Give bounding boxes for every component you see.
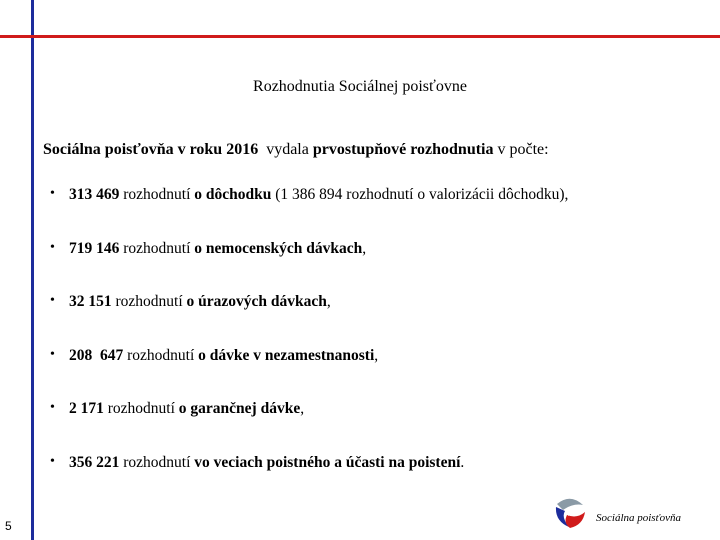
slide-title-text: Rozhodnutia Sociálnej poisťovne xyxy=(253,78,467,95)
bullet-icon: • xyxy=(50,239,55,255)
bullet-icon: • xyxy=(50,400,55,415)
list-item-text xyxy=(69,240,366,258)
item-category: o dávke v nezamestnanosti xyxy=(198,346,375,364)
intro-verb: vydala xyxy=(258,141,313,158)
item-category: o dôchodku xyxy=(194,186,272,203)
brand-name: Sociálna poisťovňa xyxy=(596,512,681,524)
item-category: vo veciach poistného a účasti na poistení xyxy=(194,453,461,471)
item-count: 313 469 xyxy=(69,186,120,203)
intro-tail: v počte: xyxy=(493,141,549,158)
bullet-icon: • xyxy=(50,186,55,201)
intro-bold-subject: Sociálna poisťovňa v roku 2016 xyxy=(43,141,259,158)
item-count: 208 647 xyxy=(69,346,124,364)
item-category: o nemocenských dávkach xyxy=(194,239,363,257)
list-item-text xyxy=(69,400,304,418)
item-mid: rozhodnutí xyxy=(111,293,187,310)
list-item-text xyxy=(69,186,568,204)
item-tail: . xyxy=(460,453,465,471)
item-count: 32 151 xyxy=(69,293,112,310)
bullet-icon: • xyxy=(50,453,55,469)
list-item-text xyxy=(69,347,378,365)
item-count: 2 171 xyxy=(69,400,104,417)
item-tail: , xyxy=(326,293,331,310)
item-count: 356 221 xyxy=(69,453,120,471)
item-category: o garančnej dávke xyxy=(178,400,301,417)
list-item-text xyxy=(69,454,464,472)
item-tail: , xyxy=(374,346,379,364)
bullet-icon: • xyxy=(50,346,55,362)
bullet-icon: • xyxy=(50,293,55,308)
item-mid: rozhodnutí xyxy=(103,400,179,417)
item-mid: rozhodnutí xyxy=(119,453,195,471)
item-mid: rozhodnutí xyxy=(119,186,195,203)
item-tail: , xyxy=(362,239,367,257)
sp-logo-icon xyxy=(553,495,587,529)
intro-sentence xyxy=(43,141,549,159)
top-accent-line xyxy=(0,35,720,38)
item-category: o úrazových dávkach xyxy=(186,293,327,310)
item-tail: , xyxy=(300,400,305,417)
item-mid: rozhodnutí xyxy=(123,346,199,364)
item-mid: rozhodnutí xyxy=(119,239,195,257)
page-number: 5 xyxy=(5,519,12,533)
item-count: 719 146 xyxy=(69,239,120,257)
item-tail: (1 386 894 rozhodnutí o valorizácii dôchodku), xyxy=(271,186,569,203)
intro-bold-object: prvostupňové rozhodnutia xyxy=(312,141,494,158)
slide-title xyxy=(0,78,720,96)
list-item-text xyxy=(69,293,331,311)
